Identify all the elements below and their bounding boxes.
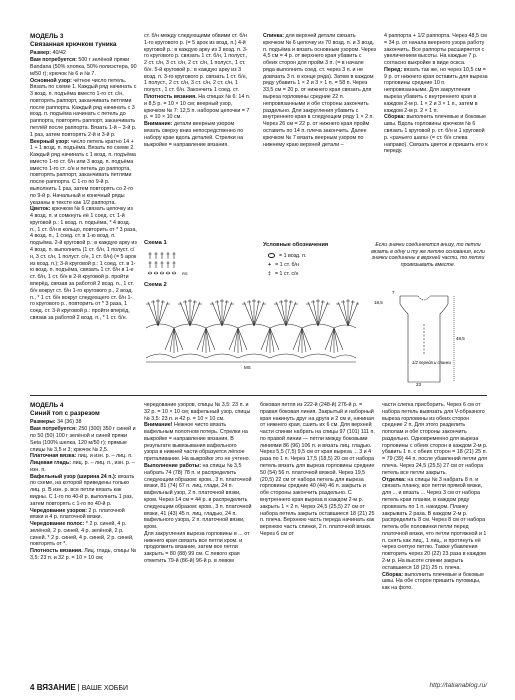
legend-label-chain: = 1 возд. п.	[279, 253, 307, 259]
paragraph-text: на спицы № 3,5 набрать 74 (78) 78 п. и распределить следующим образом: кром., 3 п. платочной вязки, 81 (74) 67 п. лиц. глади, 24 п. вафельный узор, 2 п. платочной вязки, кром. Через 14 см = 44 р. в распределить следующим образом: кром., 3 п. платочной вязки, 41 (43) 45 п. лиц. гладью, 24 п. вафельного узора, 2 п. платочной вязки, кром.	[144, 463, 252, 531]
double-crochet-icon: ‡	[268, 271, 271, 277]
paragraph-text: вязать по схеме, на которой приведены только лиц. р. В изн. р. все петли вязать как видны. С 1-го по 40-й р. выполнить 1 раз, затем повторять с 1-го по 40-й р.	[30, 473, 135, 507]
pattern-diagram	[370, 284, 488, 388]
paragraph-heading: Выполнение работы:	[144, 463, 201, 470]
paragraph-heading: Спинка:	[263, 33, 285, 39]
model3-column-2	[144, 33, 251, 148]
schema-1-rs-label: RS	[182, 271, 188, 276]
paragraph-heading: Чередование полос:	[30, 521, 85, 528]
legend-label-dc: = 1 ст. с/н	[274, 271, 299, 277]
paragraph	[144, 94, 251, 121]
model3-col1-body	[30, 50, 137, 321]
paragraph-heading: Цветок:	[30, 206, 51, 213]
paragraph-text: лиц. р. – лиц. п., изн. р. – изн. п.	[30, 460, 135, 473]
paragraph	[30, 548, 137, 562]
paragraph-heading: Платочная вязка:	[30, 453, 77, 460]
model4-title: МОДЕЛЬ 4	[30, 402, 64, 409]
paragraph-heading: Размеры:	[30, 419, 56, 426]
paragraph-text: лиц. и изн. р. – лиц. п.	[76, 453, 133, 460]
paragraph	[384, 67, 488, 114]
paragraph-text: ст. б/н между следующими обвими ст. б/н 1-го кругового р. (= 5 арок из возд. п.) 4-й круговой р.: в каждую арку из 3 возд. п. 3-го кругового р. связать 1 ст. б/н, 1 полуст., 2 ст. с/н, 3 ст. с/н, 2 ст. с/н, 1 полуст., 1 ст. б/н. 5-й круговой р.: в каждую арку из 3 возд. п. 3-го кругового р. связать 1 ст. б/н, 1 полуст., 2 ст. с/н, 3 ст. с/н, 2 ст. с/н, 1 полуст., 1 ст. б/н. Закончить 1 соед. ст.	[144, 33, 248, 94]
paragraph-heading: Перед:	[384, 66, 403, 73]
chain-stitch-icon	[268, 253, 275, 258]
paragraph-text: чётное число петель. Вязать по схеме 1. Каждый ряд начинать с 3 возд. п. подъёма вместо 1-го ст. с/н, повторять раппорт, заканчивать петлями после раппорта. Каждый ряд начинать с 3 возд. п. подъёма начинать с петель до раппорта, повторять раппорт, заканчивать петлёй после раппорта. Вязать 1-й – 3-й р. 1 раз, затем повторять 2-й и 3-й р.	[30, 77, 137, 138]
paragraph	[263, 33, 377, 148]
model4-column-4	[382, 402, 488, 592]
paragraph-text: чередование узоров, спицы № 3,5: 23 п. и 32 р. = 10 × 10 см; вафельный узор, спицы № 3,5: 23 п. и 42 р. = 10 × 10 см.	[144, 402, 251, 422]
legend-item-sc	[268, 262, 299, 268]
paragraph-heading: Сборка:	[384, 114, 406, 121]
paragraph-text: боковая петля из 222-й (248-й) 276-й р. = правая боковая линия. Закрытый и наборный края накинуть друг на друга и 2 см и, начиная от нижнего края, сшить их 6 см. Для верхней части спинки набрать на спицы 97 (101) 111 п. по правой линии — петли между боковыми линиями 86 (96) 106 п. и вязать лиц. гладью. Через 5,5 (7,5) 9,5 см от края выреза ... 3 и 4 раза по 1 п. Через 17,5 (18,5) 20 см от набора петель вязать для выреза горловины средние 50 (54) 56 п. платочной вязкой. Через 19,5 (20,5) 22 см от набора петель для выреза горловины средние 40 (44) 46 п. закрыть и обе стороны закончить раздельно. С внутреннего края выреза в каждом 2-м р. закрыть 1 × 2 п. Через 24,5 (25,5) 27 см от набора петель закрыть оставшиеся 18 (21) 25 п. плеча. Верхнюю часть переда начинать как верхнюю часть спинки, 2 п. платочной вязки. Через 6 см от	[260, 402, 375, 537]
paragraph-heading: Размер:	[30, 50, 52, 57]
model4-subtitle: Синий топ с разрезом	[30, 409, 100, 417]
paragraph	[30, 521, 137, 548]
paragraph	[384, 114, 488, 155]
paragraph	[144, 402, 252, 422]
legend-note: Если значки соединяются внизу, то петли вязать в одну и ту же петлю основания, если значки соединены в верхней части, то петли провязывать вместе.	[371, 242, 485, 268]
paragraph	[30, 453, 137, 460]
paragraph-text: * 2 р. синей, 4 р. зелёной, 2 р. синей, 4 р. зелёной, 2 р. синей. * 2 р. синей, 4 р. синей, 2 р. синей, повторять от *.	[30, 521, 134, 548]
paragraph	[144, 422, 252, 463]
model4-column-2	[144, 402, 252, 565]
paragraph-text: 250 (300) 350 г синей и по 50 (50) 100 г зелёной и синей пряжи Seta (100% шелка, 120 м/50 г); прямые спицы № 3,5 и 3; крючок № 2,5.	[30, 426, 136, 453]
paragraph	[382, 572, 488, 592]
paragraph-text: крючком № 6 связать цепочку из 4 возд. п. и сомкнуть её 1 соед. ст. 1-й круговой р.: 1 возд. п. подъёма, * 4 возд. п., 1 ст. б/н в кольцо, повторить от * 3 раза, 4 возд. п., 1 соед. ст. в 1-ю возд. п. подъёма. 2-й круговой р.: в каждую арку из 4 возд. п. выполнить (1 ст. б/н, 1 полуст. с/н, 3 ст. с/н, 1 полуст. с/н, 1 ст. б/н) (= 5 арок из возд. п.); 3-й круговой р.: 1 соед. ст. в 1-ю возд. п. подъёма, связать 1 ст. б/н в 1-е ст. б/н, 1 ст. б/н в 2-й круговой р. пройти вперёд, связав за работой 2 возд. п., 1 ст. б/н вокруг ст. б/н 1-го кругового р., 2 возд. п., * 1 ст. б/н вокруг следующего ст. б/н 1-го кругового р., повторить от * 3 раза, 1 соед. ст. 3-й круговой р.: пройти вперёд, связав за работой 2 возд. п., * 1 ст. б/н.	[30, 206, 137, 321]
paragraph	[144, 463, 252, 531]
paragraph-text: 40/42	[51, 50, 66, 57]
schema-2-ms-label: MS	[244, 365, 251, 370]
pattern-dim-bottom: 23	[416, 382, 422, 387]
model3-column-3	[263, 33, 377, 148]
paragraph	[260, 402, 376, 538]
paragraph	[382, 477, 488, 572]
paragraph	[384, 33, 488, 67]
page-number: 4	[30, 683, 35, 692]
legend-label-sc: = 1 ст. б/н	[275, 262, 299, 268]
paragraph-text: На спицах № 6: 14 п. и 8,5 р. = 10 × 10 см; веерный узор, крючком № 7: 12,5 п. набором цепочки = 7 р. = 10 × 10 см.	[144, 94, 251, 121]
paragraph-text: Лиц. гладь, спицы № 3,5: 23 п. и 32 р. = 10 × 10 см;	[30, 548, 137, 561]
schema-2-chart	[144, 290, 359, 370]
paragraph-text: выполнить плечевые и боковые швы. Вдоль горловины крючком № 6 связать 1 круговой р. ст. б/н и 1 круговой р. «рачьего шага» (= ст. б/н слева направо). Связать цветок и пришить его к переду.	[384, 114, 488, 155]
paragraph-text: вязать так же, но через 10,5 см = 9 р. от нижнего края оставить для выреза горловины средние 10 п. непровязанными. Для закругления выреза убавить с внутреннего края в каждом 2-м р. 1 × 2 и 3 × 1 п., затем в каждом 2-м р. 2 × 1 п.	[384, 66, 488, 114]
pattern-label: 1/2 переда и спинки	[412, 360, 451, 365]
paragraph-text: Для закругления выреза горловины в ... от нижнего края связать все петли кром. и продолжить вязание, затем все петли закрыть = 80 (88) 99 см. С левого края отметить 79-й (86-й) 96-й р. в левом	[144, 530, 250, 564]
site-url[interactable]: http://tatianablog.ru/	[429, 682, 487, 689]
paragraph-heading: Вафельный узор (ширина 24 п.):	[30, 473, 117, 480]
paragraph-heading: Внимание!	[144, 422, 173, 429]
paragraph	[30, 426, 137, 453]
paragraph-heading: Отделка:	[382, 476, 406, 483]
schema-1-title: Схема 1	[144, 240, 167, 246]
legend-item-dc	[268, 271, 298, 277]
section-divider	[30, 395, 487, 396]
model3-col2-body	[144, 33, 251, 148]
paragraph-text: выполнить плечевые и боковые швы. На обе сторон пришить пуговицы, как на фото.	[382, 571, 484, 592]
paragraph-text: 500 г зелёной пряжи Bandana (50% хлопка, 50% полиэстера, 90 м/50 г); крючок № 6 и № 7.	[30, 57, 137, 77]
single-crochet-icon: +	[268, 262, 272, 268]
model4-column-3	[260, 402, 376, 538]
paragraph-heading: Вам потребуется:	[30, 57, 77, 64]
legend-title: Условные обозначения	[263, 242, 329, 248]
paragraph-text: Нежное чисто вязать вафельным полотном потерь. Стрелки на выкройке = направление вязания. В результате вывязывания вафельного узора в нижней части образуется лёгкое приталивание. На выкройке это не учтено.	[144, 422, 251, 463]
pattern-dim-side2: 18,5	[374, 300, 383, 305]
section-name: ВЯЗАНИЕ	[36, 683, 76, 692]
paragraph	[144, 33, 251, 94]
paragraph	[30, 139, 137, 207]
paragraph-text: 4 раппорта + 1/2 раппорта. Через 48,5 см = 34 р. от начала веерного узора работу закончить. Все раппорты расширяется с увеличением высоты. На каждые 7 р. согласно выкройке в виде оскса.	[384, 33, 487, 67]
paragraph-heading: Основной узор:	[30, 77, 72, 84]
model3-col3-body	[263, 33, 377, 148]
paragraph-heading: Вам потребуется:	[30, 426, 77, 433]
page-footer	[30, 683, 128, 692]
paragraph	[144, 121, 251, 148]
paragraph-text: 2 р. платочной вязки и 4 р. платочной вязки.	[30, 507, 125, 521]
model4-col3-body	[260, 402, 376, 538]
paragraph	[30, 78, 137, 139]
model4-col1-body	[30, 419, 137, 561]
model3-subtitle: Связанная крючком туника	[30, 40, 117, 48]
legend-item-chain	[268, 253, 306, 259]
paragraph-text: на спицы № 3 набрать 8 п. и связать планку, все петли прямой вязки, для ... и вязать ... Через 3 см от набора петель края планки, в каждом ряду провязать по 1 п. накидом. Планку закрывать 2 раза. В каждом 2-м р. распределить 8 см. Через 8 см от набора петель обе половинки петли перед платочной вязки, что петли протяжной и 1 п. снять как лиц., 1 лиц., и протянуть её через снятую петлю. Также убавления повторить через 20 (22) 23 раза в каждом 2-м р. На высоте спинки закрыть оставшиеся 18 (21) 25 п. плеча.	[382, 476, 487, 571]
paragraph-text: части слегка присборить. Через 6 см от набора петель вывязать для V-образного выреза горловины из обеих сторон средние 2 п. Для этого разделить пополам и обе стороны закончить раздельно. Одновременно для выреза горловины с обеих сторон в каждом 2-м р. убавить 1 п. с обеих сторон = 18 (21) 25 п. = 79 (39) 44 п. после убавлений петли для плеча. Через 24,5 (25,5) 27 см от набора петель все петли закрыть.	[382, 402, 488, 476]
paragraph	[30, 460, 137, 474]
paragraph	[30, 474, 137, 508]
paragraph	[30, 57, 137, 77]
paragraph-heading: Веерный узор:	[30, 138, 70, 145]
model3-col4-body	[384, 33, 488, 155]
paragraph	[382, 402, 488, 477]
model3-title: МОДЕЛЬ 3	[30, 33, 64, 40]
pattern-dim-top: 7	[392, 290, 395, 295]
paragraph-heading: Сборка:	[382, 571, 404, 578]
pattern-dim-side: 48,5	[456, 336, 465, 341]
paragraph-heading: Плотность вязания.	[144, 94, 197, 101]
schema-2-title: Схема 2	[144, 282, 167, 288]
paragraph-text: детали веерным узором вязать сверху вниз непосредственно по набору крае вдоль деталей. Стрелки на выкройке = направление вязания.	[144, 121, 244, 148]
paragraph-text: 34 (36) 38	[55, 419, 82, 426]
model3-column-4	[384, 33, 488, 155]
paragraph-heading: Внимание:	[144, 121, 173, 128]
model4-column-1	[30, 402, 137, 562]
model3-column-1	[30, 33, 137, 322]
paragraph-text: число петель кратно 14 + 1 + 1 возд. п. подъёма. Вязать по схеме 2. Каждый ряд начинать с 1 возд. п. подъёма вместо 1-го ст. б/н или 3 возд. п. подъёма вместо 1-го ст. с/н и петель до раппорта, повторять раппорт, заканчивать петлями после раппорта. С 1-го по 9-й р. выполнить 1 раз, затем повторять со 2-го по 9-й р. Начальный и конечный ряды указаны в тексте как 1/2 раппорта.	[30, 138, 136, 206]
paragraph	[30, 206, 137, 321]
model4-col4-body	[382, 402, 488, 592]
paragraph-heading: Плотность вязания.	[30, 548, 83, 555]
paragraph	[30, 508, 137, 522]
paragraph-text: для верхней детали связать крючком № 6 цепочку из 70 возд. п. и 3 возд. п. подъёма и вязать основным узором. Через 4,5 см = 4 р. от верхнего края убавить с обеих сторон для пройм 3 п. (= в начале ряда выполнить соед. ст. через 3 п. и не довязать 3 п. в конце ряда). Затем в каждом ряду убавить 1 × 2 и 3 × 1 п. = 58 п. Через 33,5 см = 20 р. от нижнего края связать для выреза горловины средние 22 п. непровязанными и обе стороны закончить раздельно. Для закругления убавить с внутреннего края в следующем ряду 1 × 2 п. Через 26 см = 22 р. от нижнего края пройм оставить по 14 п. плеча закончить. Далее крючком № 7 вязать веерным узором по нижнему краю верхней детали –	[263, 33, 377, 148]
paragraph-heading: Чередование узоров:	[30, 507, 88, 514]
footer-separator: |	[77, 683, 80, 692]
schema-1-chart	[144, 248, 192, 276]
magazine-name: ВАШЕ ХОББИ	[81, 685, 128, 692]
model4-col2-body	[144, 402, 252, 565]
paragraph-heading: Лицевая гладь:	[30, 460, 71, 467]
paragraph	[144, 531, 252, 565]
